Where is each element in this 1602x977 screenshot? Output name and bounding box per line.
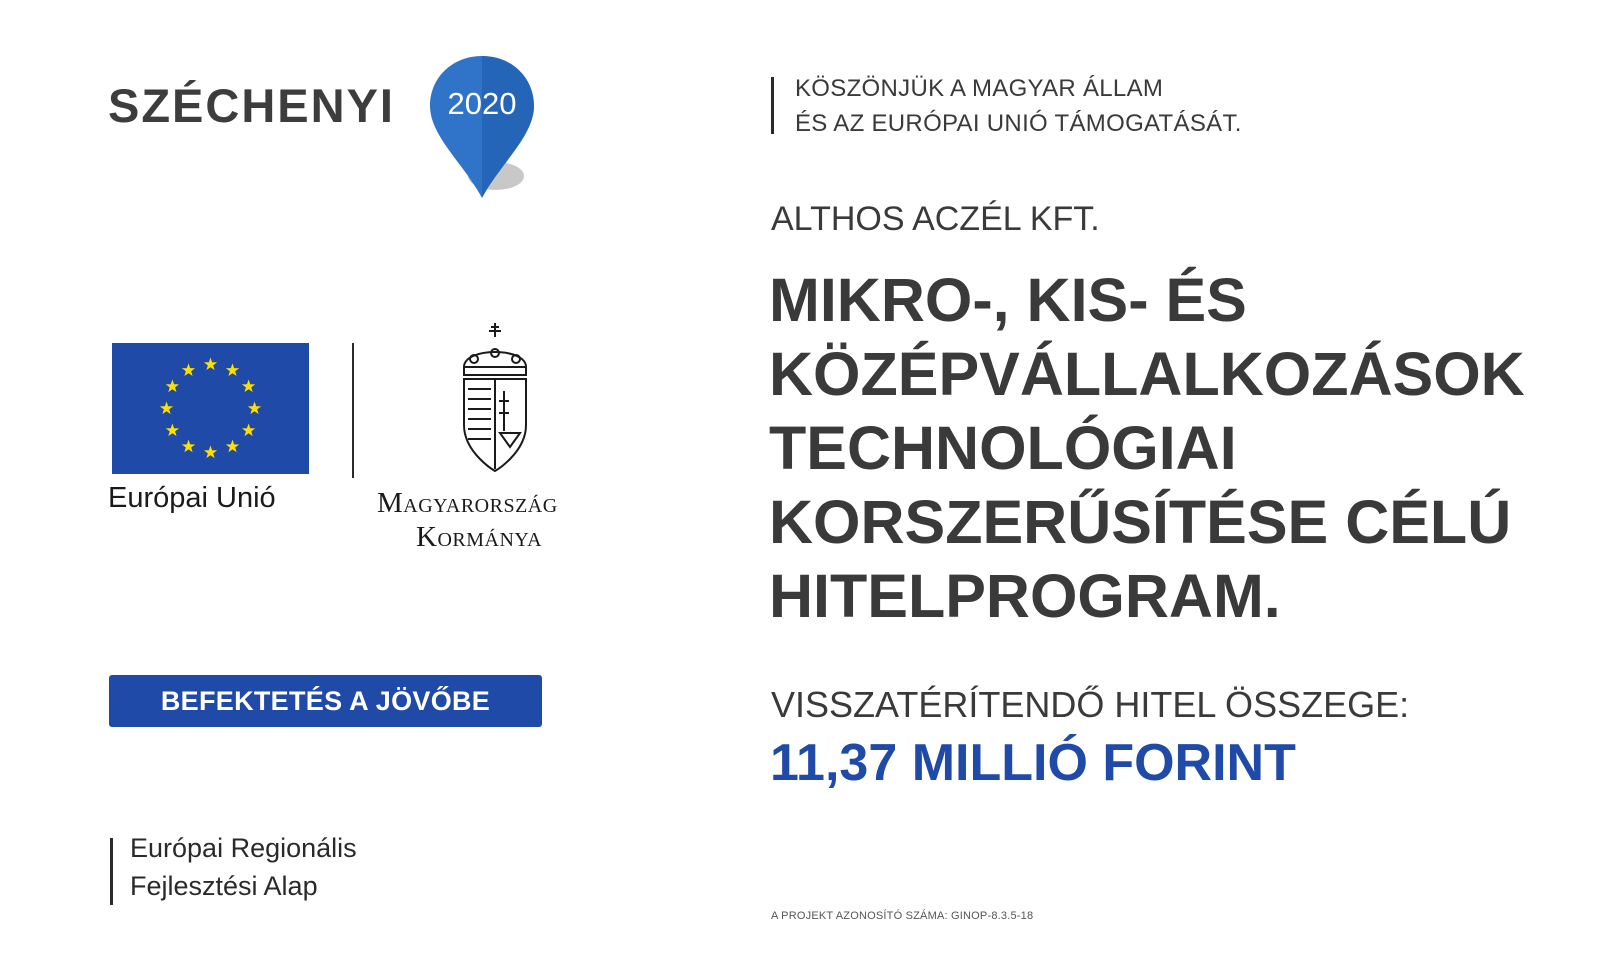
program-title-line: MIKRO-, KIS- ÉS [769,266,1247,334]
invest-in-future-banner: BEFEKTETÉS A JÖVŐBE [109,675,542,727]
eu-flag [112,343,309,474]
pin-year: 2020 [447,86,517,121]
thanks-line1: KÖSZÖNJÜK A MAGYAR ÁLLAM [795,75,1164,102]
company-name: ALTHOS ACZÉL KFT. [771,200,1100,238]
logo-divider [352,343,354,478]
government-name-line1 [377,487,558,520]
fund-line1: Európai Regionális [130,833,357,863]
szechenyi-wordmark: SZÉCHENYI [108,79,395,132]
loan-amount-label: VISSZATÉRÍTENDŐ HITEL ÖSSZEGE: [771,684,1410,725]
government-line2-text: Kormánya [416,521,543,553]
program-title-line: TECHNOLÓGIAI [769,414,1237,482]
thanks-line2: ÉS AZ EURÓPAI UNIÓ TÁMOGATÁSÁT. [795,110,1242,137]
program-title-line: KORSZERŰSÍTÉSE CÉLÚ [769,488,1512,556]
project-id: A PROJEKT AZONOSÍTÓ SZÁMA: GINOP-8.3.5-18 [771,910,1034,922]
thanks-divider [771,77,774,134]
szechenyi-2020-pin-logo [424,52,540,200]
loan-amount-value: 11,37 MILLIÓ FORINT [770,734,1296,792]
program-title-line: KÖZÉPVÁLLALKOZÁSOK [769,340,1525,408]
fund-divider [110,838,113,905]
program-title-line: HITELPROGRAM. [769,562,1281,630]
fund-line2: Fejlesztési Alap [130,871,318,901]
government-line1-text: Magyarország [377,487,558,519]
eu-label: Európai Unió [108,482,276,514]
government-name-line2 [416,521,542,554]
hungarian-coat-of-arms-icon [458,323,532,475]
program-title [769,263,1599,633]
